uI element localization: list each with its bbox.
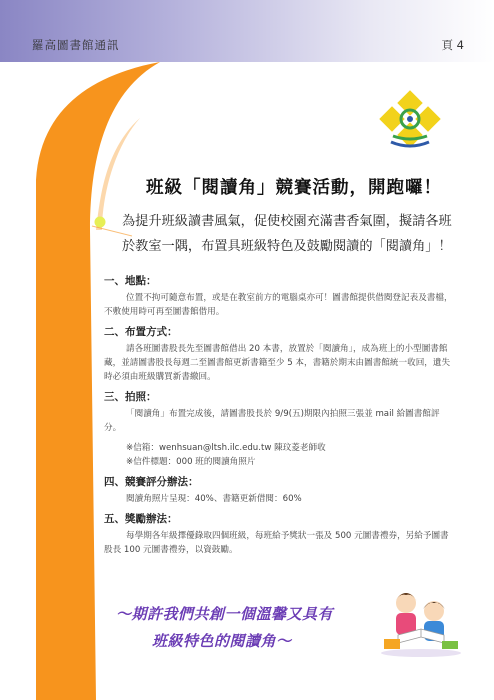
intro-line-2: 於教室一隅，布置具班級特色及鼓勵閱讀的「閱讀角」！ — [122, 239, 452, 254]
intro-line-1: 為提升班級讀書風氣，促使校園充滿書香氣圍，擬請各班 — [122, 214, 452, 229]
slogan-line-2: 班級特色的閱讀角～ — [152, 632, 292, 650]
subject-note: ※信件標題：000 班的閱讀角照片 — [126, 457, 256, 467]
section-title: 一、地點： — [104, 275, 157, 287]
section-paragraph: 閱讀角照片呈現：40%、書籍更新借閱：60% — [126, 494, 302, 504]
section-title: 五、獎勵辦法： — [104, 513, 178, 525]
event-headline: 班級「閱讀角」競賽活動，開跑囉！ — [146, 178, 442, 198]
section-title: 二、布置方式： — [104, 326, 178, 338]
section-title: 四、競賽評分辦法： — [104, 476, 199, 488]
section-paragraph: 「閱讀角」布置完成後，請圖書股長於 9/9(五)期限內拍照三張並 mail 給圖書館評分。 — [104, 409, 440, 433]
section-paragraph: 位置不拘可隨意布置，或是在教室前方的電腦桌亦可！圖書館提供借閱登記表及書檔，不敷使用時可再至圖書館借用。 — [104, 293, 453, 317]
section-paragraph: 每學期各年級擇優錄取四個班級，每班給予獎狀一張及 500 元圖書禮券，另給予圖書股長 100 元圖書禮券，以資鼓勵。 — [104, 531, 449, 555]
slogan-line-1: ～期許我們共創一個溫馨又具有 — [116, 605, 334, 623]
page-number: 頁 4 — [441, 38, 464, 52]
section-scoring — [104, 475, 454, 506]
section-rewards — [104, 512, 454, 557]
reading-children-illustration — [376, 585, 466, 657]
section-location — [104, 274, 454, 319]
section-layout-method — [104, 325, 454, 384]
newsletter-title: 羅高圖書館通訊 — [32, 38, 120, 52]
section-title: 三、拍照： — [104, 391, 157, 403]
section-photo — [104, 390, 454, 469]
rules-content — [104, 274, 454, 563]
email-note: ※信箱：wenhsuan@ltsh.ilc.edu.tw 陳玟菱老師收 — [126, 443, 326, 453]
section-paragraph: 請各班圖書股長先至圖書館借出 20 本書，放置於「閱讀角」，成為班上的小型圖書館藏，並請圖書股長每週二至圖書館更新書籍至少 5 本，書籍於期末由圖書館統一收回，遺失時必須由班級購買新書繳回。 — [104, 344, 451, 382]
library-logo-icon — [379, 90, 443, 154]
